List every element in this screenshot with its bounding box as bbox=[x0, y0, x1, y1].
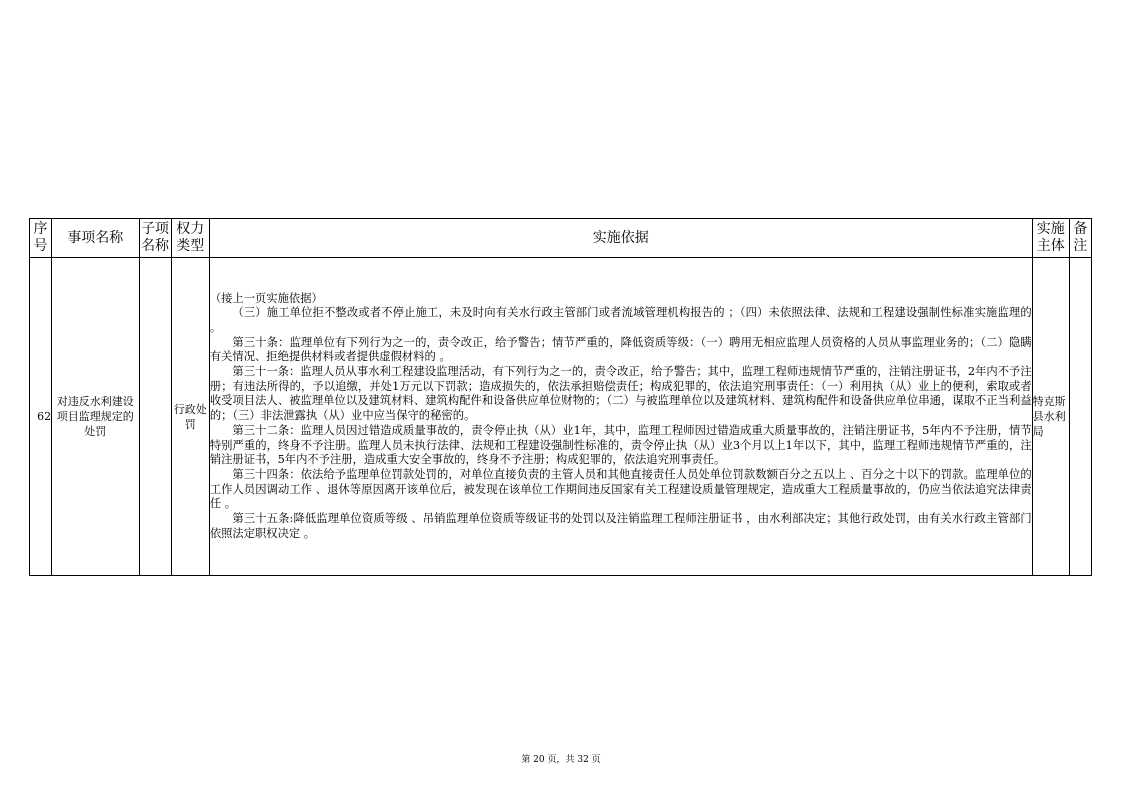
regulation-table bbox=[29, 218, 1092, 576]
header-basis: 实施依据 bbox=[209, 219, 1032, 258]
page-footer: 第 20 页，共 32 页 bbox=[521, 755, 601, 765]
header-seq: 序号 bbox=[30, 219, 52, 258]
table-header-row bbox=[30, 219, 1092, 258]
row-remark bbox=[1069, 258, 1091, 576]
row-subject: 特克斯县水利局 bbox=[1032, 258, 1069, 576]
header-subject: 实施主体 bbox=[1032, 219, 1069, 258]
row-basis bbox=[209, 258, 1032, 576]
header-remark: 备注 bbox=[1069, 219, 1091, 258]
row-seq: 62 bbox=[30, 258, 52, 576]
row-power-type: 行政处罚 bbox=[171, 258, 209, 576]
basis-paragraph: （三）施工单位拒不整改或者不停止施工，未及时向有关水行政主管部门或者流域管理机构报告的 ；（四）未依照法律、法规和工程建设强制性标准实施监理的 。 bbox=[209, 306, 1032, 334]
basis-article-30: 第三十条：监理单位有下列行为之一的，责令改正，给予警告；情节严重的，降低资质等级：（一）聘用无相应监理人员资格的人员从事监理业务的；（二）隐瞒有关情况、拒绝提供材料或者提供虚假材料的 。 bbox=[209, 335, 1032, 364]
row-sub-item-name bbox=[139, 258, 171, 576]
header-item-name: 事项名称 bbox=[52, 219, 139, 258]
header-sub-item-name: 子项名称 bbox=[139, 219, 171, 258]
basis-continued-note: （接上一页实施依据） bbox=[209, 291, 323, 305]
table-row bbox=[30, 258, 1092, 576]
header-power-type: 权力类型 bbox=[171, 219, 209, 258]
basis-article-35: 第三十五条:降低监理单位资质等级 、吊销监理单位资质等级证书的处罚以及注销监理工程师注册证书 ，由水利部决定；其他行政处罚，由有关水行政主管部门依照法定职权决定 。 bbox=[209, 512, 1032, 540]
basis-article-32: 第三十二条：监理人员因过错造成质量事故的，责令停止执（从）业1年，其中，监理工程师因过错造成重大质量事故的，注销注册证书，5年内不予注册，情节特别严重的，终身不予注册。监理人员未执行法律、法规和工程建设强制性标准的，责令停止执（从）业3个月以上1年以下，其中，监理工程师违规情节严重的，注销注册证书，5年内不予注册，造成重大安全事故的，终身不予注册；构成犯罪的，依法追究刑事责任。 bbox=[209, 423, 1032, 467]
basis-article-31: 第三十一条：监理人员从事水利工程建设监理活动，有下列行为之一的，责令改正，给予警告；其中，监理工程师违规情节严重的，注销注册证书，2年内不予注册；有违法所得的，予以追缴，并处1万元以下罚款；造成损失的，依法承担赔偿责任；构成犯罪的，依法追究刑事责任：（一）利用执（从）业上的便利，索取或者收受项目法人、被监理单位以及建筑材料、建筑构配件和设备供应单位财物的；（二）与被监理单位以及建筑材料、建筑构配件和设备供应单位串通，谋取不正当利益的；（三）非法泄露执（从）业中应当保守的秘密的。 bbox=[209, 365, 1032, 423]
row-item-name: 对违反水利建设项目监理规定的处罚 bbox=[52, 258, 139, 576]
basis-article-34: 第三十四条：依法给予监理单位罚款处罚的，对单位直接负责的主管人员和其他直接责任人员处单位罚款数额百分之五以上 、百分之十以下的罚款。监理单位的工作人员因调动工作 、退休等原因离开该单位后，被发现在该单位工作期间违反国家有关工程建设质量管理规定，造成重大工程质量事故的，仍应当依法追究法律责任 。 bbox=[209, 467, 1032, 511]
